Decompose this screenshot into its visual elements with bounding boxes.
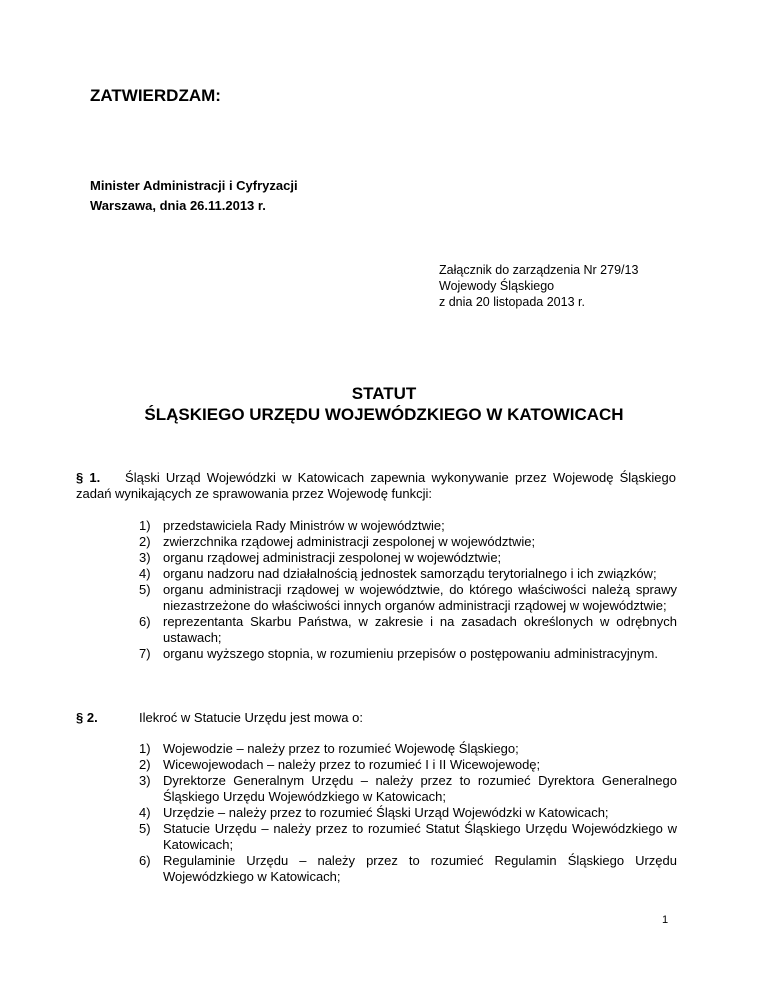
list-item bbox=[139, 550, 677, 566]
annex-line-3: z dnia 20 listopada 2013 r. bbox=[439, 295, 585, 309]
title-line-2: ŚLĄSKIEGO URZĘDU WOJEWÓDZKIEGO W KATOWICACH bbox=[144, 405, 624, 424]
list-item bbox=[139, 534, 677, 550]
list-item bbox=[139, 757, 677, 773]
document-title bbox=[0, 383, 768, 425]
list-item-text: reprezentanta Skarbu Państwa, w zakresie i na zasadach określonych w odrębnych ustawach; bbox=[163, 614, 677, 645]
list-item-number: 4) bbox=[139, 566, 151, 581]
title-line-1: STATUT bbox=[351, 384, 417, 403]
list-item bbox=[139, 614, 677, 646]
list-item-text: Statucie Urzędu – należy przez to rozumieć Statut Śląskiego Urzędu Wojewódzkiego w Katowicach; bbox=[163, 821, 677, 852]
list-item-number: 1) bbox=[139, 741, 151, 756]
list-item-number: 6) bbox=[139, 853, 151, 868]
list-item-text: Dyrektorze Generalnym Urzędu – należy przez to rozumieć Dyrektora Generalnego Śląskiego Urzędu Wojewódzkiego w Katowicach; bbox=[163, 773, 677, 804]
section-2-list bbox=[139, 741, 677, 885]
list-item-text: zwierzchnika rządowej administracji zespolonej w województwie; bbox=[163, 534, 536, 549]
list-item-text: organu nadzoru nad działalnością jednostek samorządu terytorialnego i ich związków; bbox=[163, 566, 657, 581]
list-item bbox=[139, 805, 677, 821]
list-item-text: organu rządowej administracji zespolonej w województwie; bbox=[163, 550, 502, 565]
minister-title: Minister Administracji i Cyfryzacji bbox=[90, 178, 298, 193]
annex-line-2: Wojewody Śląskiego bbox=[439, 279, 555, 293]
list-item bbox=[139, 646, 677, 662]
list-item-text: Wojewodzie – należy przez to rozumieć Wojewodę Śląskiego; bbox=[163, 741, 519, 756]
list-item-number: 2) bbox=[139, 757, 151, 772]
list-item bbox=[139, 518, 677, 534]
page-number: 1 bbox=[662, 914, 669, 926]
list-item-number: 5) bbox=[139, 582, 151, 597]
list-item-text: Urzędzie – należy przez to rozumieć Śląski Urząd Wojewódzki w Katowicach; bbox=[163, 805, 609, 820]
section-1-text: Śląski Urząd Wojewódzki w Katowicach zapewnia wykonywanie przez Wojewodę Śląskiego zadań wynikających ze sprawowania przez Wojewodę funkcji: bbox=[76, 470, 676, 501]
approval-heading: ZATWIERDZAM: bbox=[90, 86, 221, 105]
annex-line-1: Załącznik do zarządzenia Nr 279/13 bbox=[439, 263, 639, 277]
list-item-number: 3) bbox=[139, 773, 151, 788]
list-item-number: 7) bbox=[139, 646, 151, 661]
list-item-text: organu wyższego stopnia, w rozumieniu przepisów o postępowaniu administracyjnym. bbox=[163, 646, 658, 661]
section-2 bbox=[76, 710, 363, 726]
list-item-text: organu administracji rządowej w województwie, do którego właściwości należą sprawy niezastrzeżone do właściwości innych organów administracji rządowej w województwie; bbox=[163, 582, 677, 613]
list-item bbox=[139, 821, 677, 853]
section-1 bbox=[76, 470, 676, 502]
list-item bbox=[139, 566, 677, 582]
list-item-text: Wicewojewodach – należy przez to rozumieć I i II Wicewojewodę; bbox=[163, 757, 541, 772]
list-item-number: 6) bbox=[139, 614, 151, 629]
list-item-number: 1) bbox=[139, 518, 151, 533]
list-item bbox=[139, 741, 677, 757]
section-2-sign: § 2. bbox=[76, 710, 98, 725]
approval-date: Warszawa, dnia 26.11.2013 r. bbox=[90, 198, 266, 213]
annex-note bbox=[439, 262, 638, 310]
list-item-number: 2) bbox=[139, 534, 151, 549]
list-item bbox=[139, 773, 677, 805]
list-item bbox=[139, 853, 677, 885]
list-item bbox=[139, 582, 677, 614]
list-item-text: Regulaminie Urzędu – należy przez to rozumieć Regulamin Śląskiego Urzędu Wojewódzkiego w Katowicach; bbox=[163, 853, 677, 884]
list-item-number: 3) bbox=[139, 550, 151, 565]
list-item-number: 5) bbox=[139, 821, 151, 836]
minister-block bbox=[90, 176, 298, 216]
list-item-number: 4) bbox=[139, 805, 151, 820]
section-1-list bbox=[139, 518, 677, 662]
section-2-text: Ilekroć w Statucie Urzędu jest mowa o: bbox=[139, 710, 363, 725]
list-item-text: przedstawiciela Rady Ministrów w województwie; bbox=[163, 518, 445, 533]
section-1-sign: § 1. bbox=[76, 470, 101, 485]
